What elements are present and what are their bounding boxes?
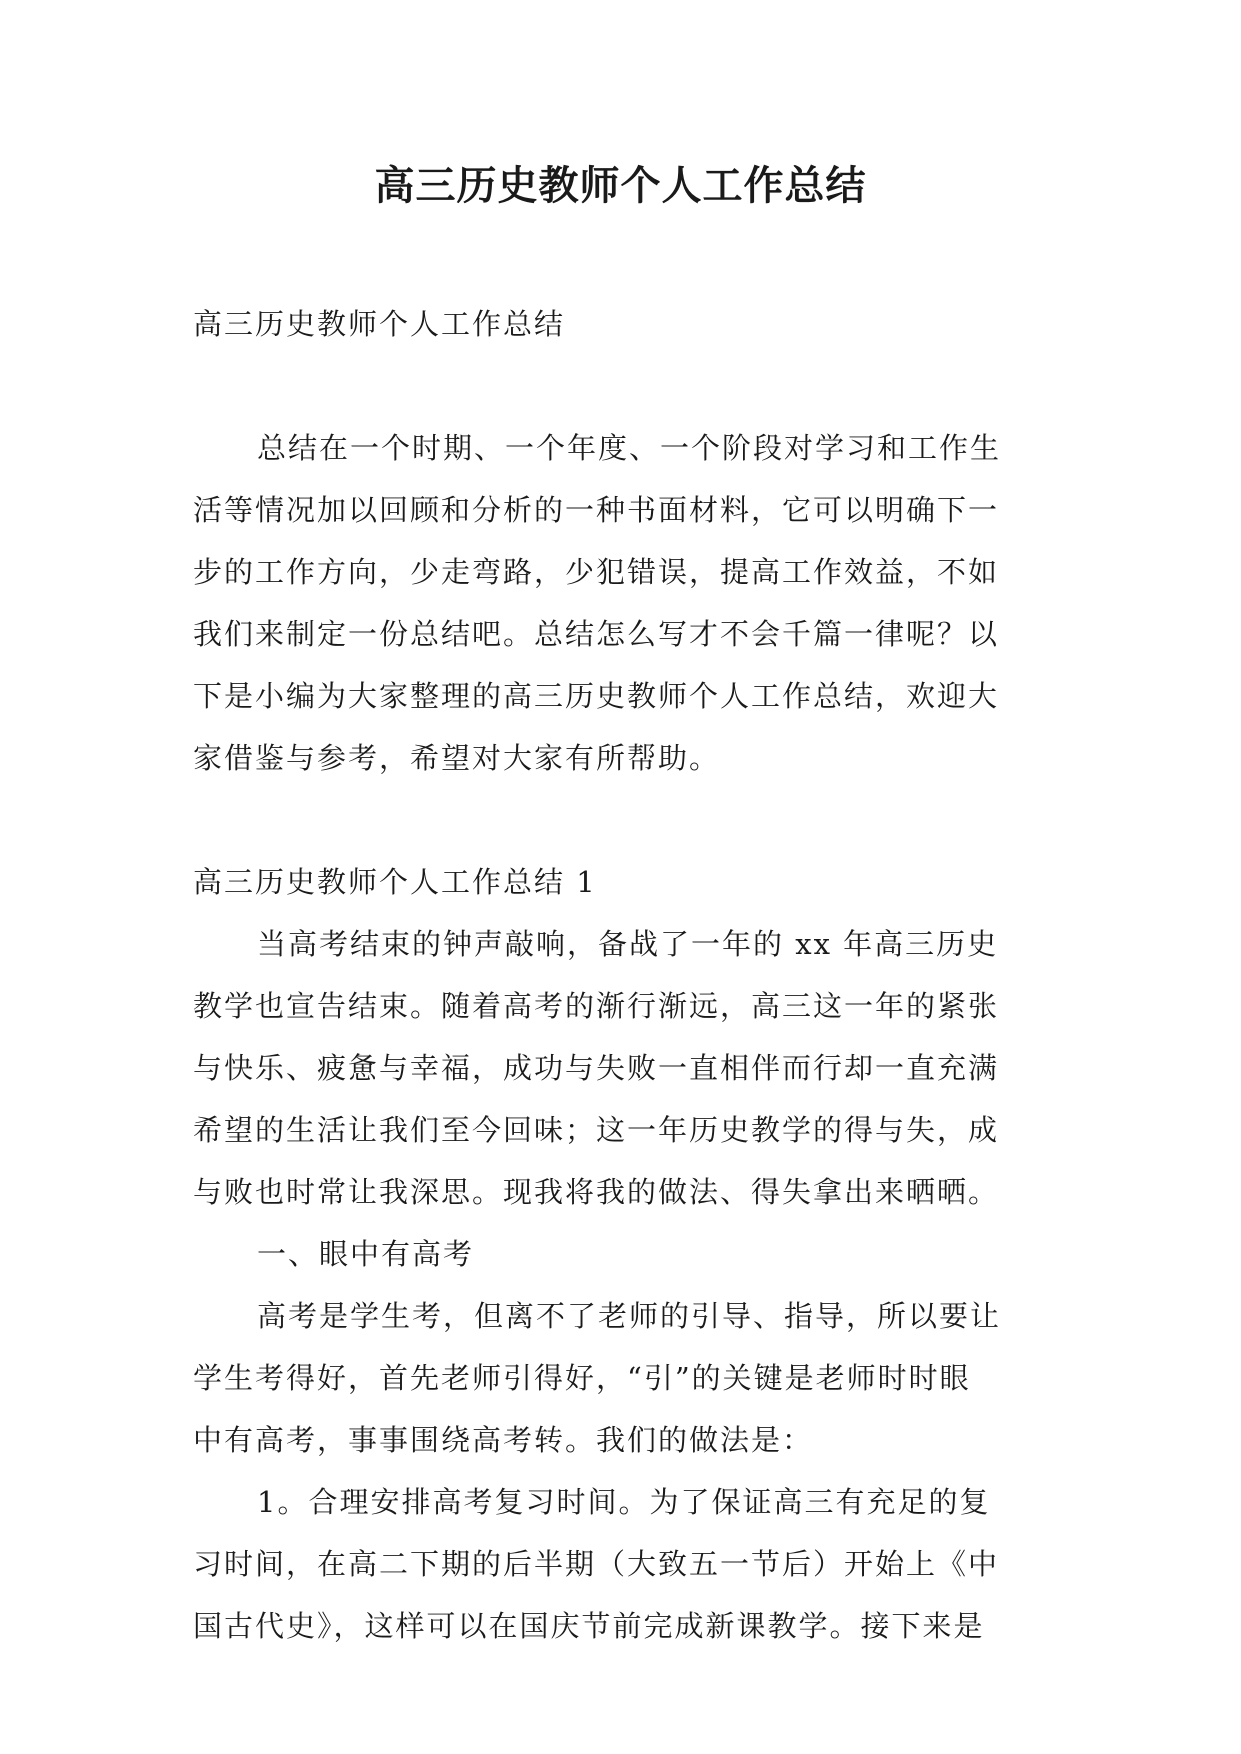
intro-line: 步的工作方向，少走弯路，少犯错误，提高工作效益，不如 [193, 555, 1000, 589]
document-title: 高三历史教师个人工作总结 [374, 163, 867, 209]
intro-line: 活等情况加以回顾和分析的一种书面材料，它可以明确下一 [193, 493, 1000, 527]
item-line: 习时间，在高二下期的后半期（大致五一节后）开始上《中 [193, 1547, 1000, 1581]
point-line: 高考是学生考，但离不了老师的引导、指导，所以要让 [257, 1299, 1002, 1333]
intro-line: 总结在一个时期、一个年度、一个阶段对学习和工作生 [257, 431, 1002, 465]
section-line: 与败也时常让我深思。现我将我的做法、得失拿出来晒晒。 [193, 1175, 1000, 1209]
point-heading: 一、眼中有高考 [257, 1237, 475, 1271]
blank-line [193, 789, 1048, 851]
section-line: 当高考结束的钟声敲响，备战了一年的 xx 年高三历史 [257, 927, 999, 961]
point-line: 学生考得好，首先老师引得好，“引”的关键是老师时时眼 [193, 1361, 971, 1395]
intro-line: 我们来制定一份总结吧。总结怎么写才不会千篇一律呢？以 [193, 617, 1000, 651]
blank-line [193, 355, 1048, 417]
item-line: 1。合理安排高考复习时间。为了保证高三有充足的复 [257, 1485, 991, 1519]
section-line: 希望的生活让我们至今回味；这一年历史教学的得与失，成 [193, 1113, 1000, 1147]
item-line: 国古代史》，这样可以在国庆节前完成新课教学。接下来是 [193, 1609, 985, 1643]
document-subtitle: 高三历史教师个人工作总结 [193, 307, 566, 341]
section-line: 与快乐、疲惫与幸福，成功与失败一直相伴而行却一直充满 [193, 1051, 1000, 1085]
point-line: 中有高考，事事围绕高考转。我们的做法是： [193, 1423, 814, 1457]
document-body [193, 293, 1048, 1657]
section-heading: 高三历史教师个人工作总结 1 [193, 865, 597, 899]
section-line: 教学也宣告结束。随着高考的渐行渐远，高三这一年的紧张 [193, 989, 1000, 1023]
intro-line: 家借鉴与参考，希望对大家有所帮助。 [193, 741, 721, 775]
intro-line: 下是小编为大家整理的高三历史教师个人工作总结，欢迎大 [193, 679, 1000, 713]
